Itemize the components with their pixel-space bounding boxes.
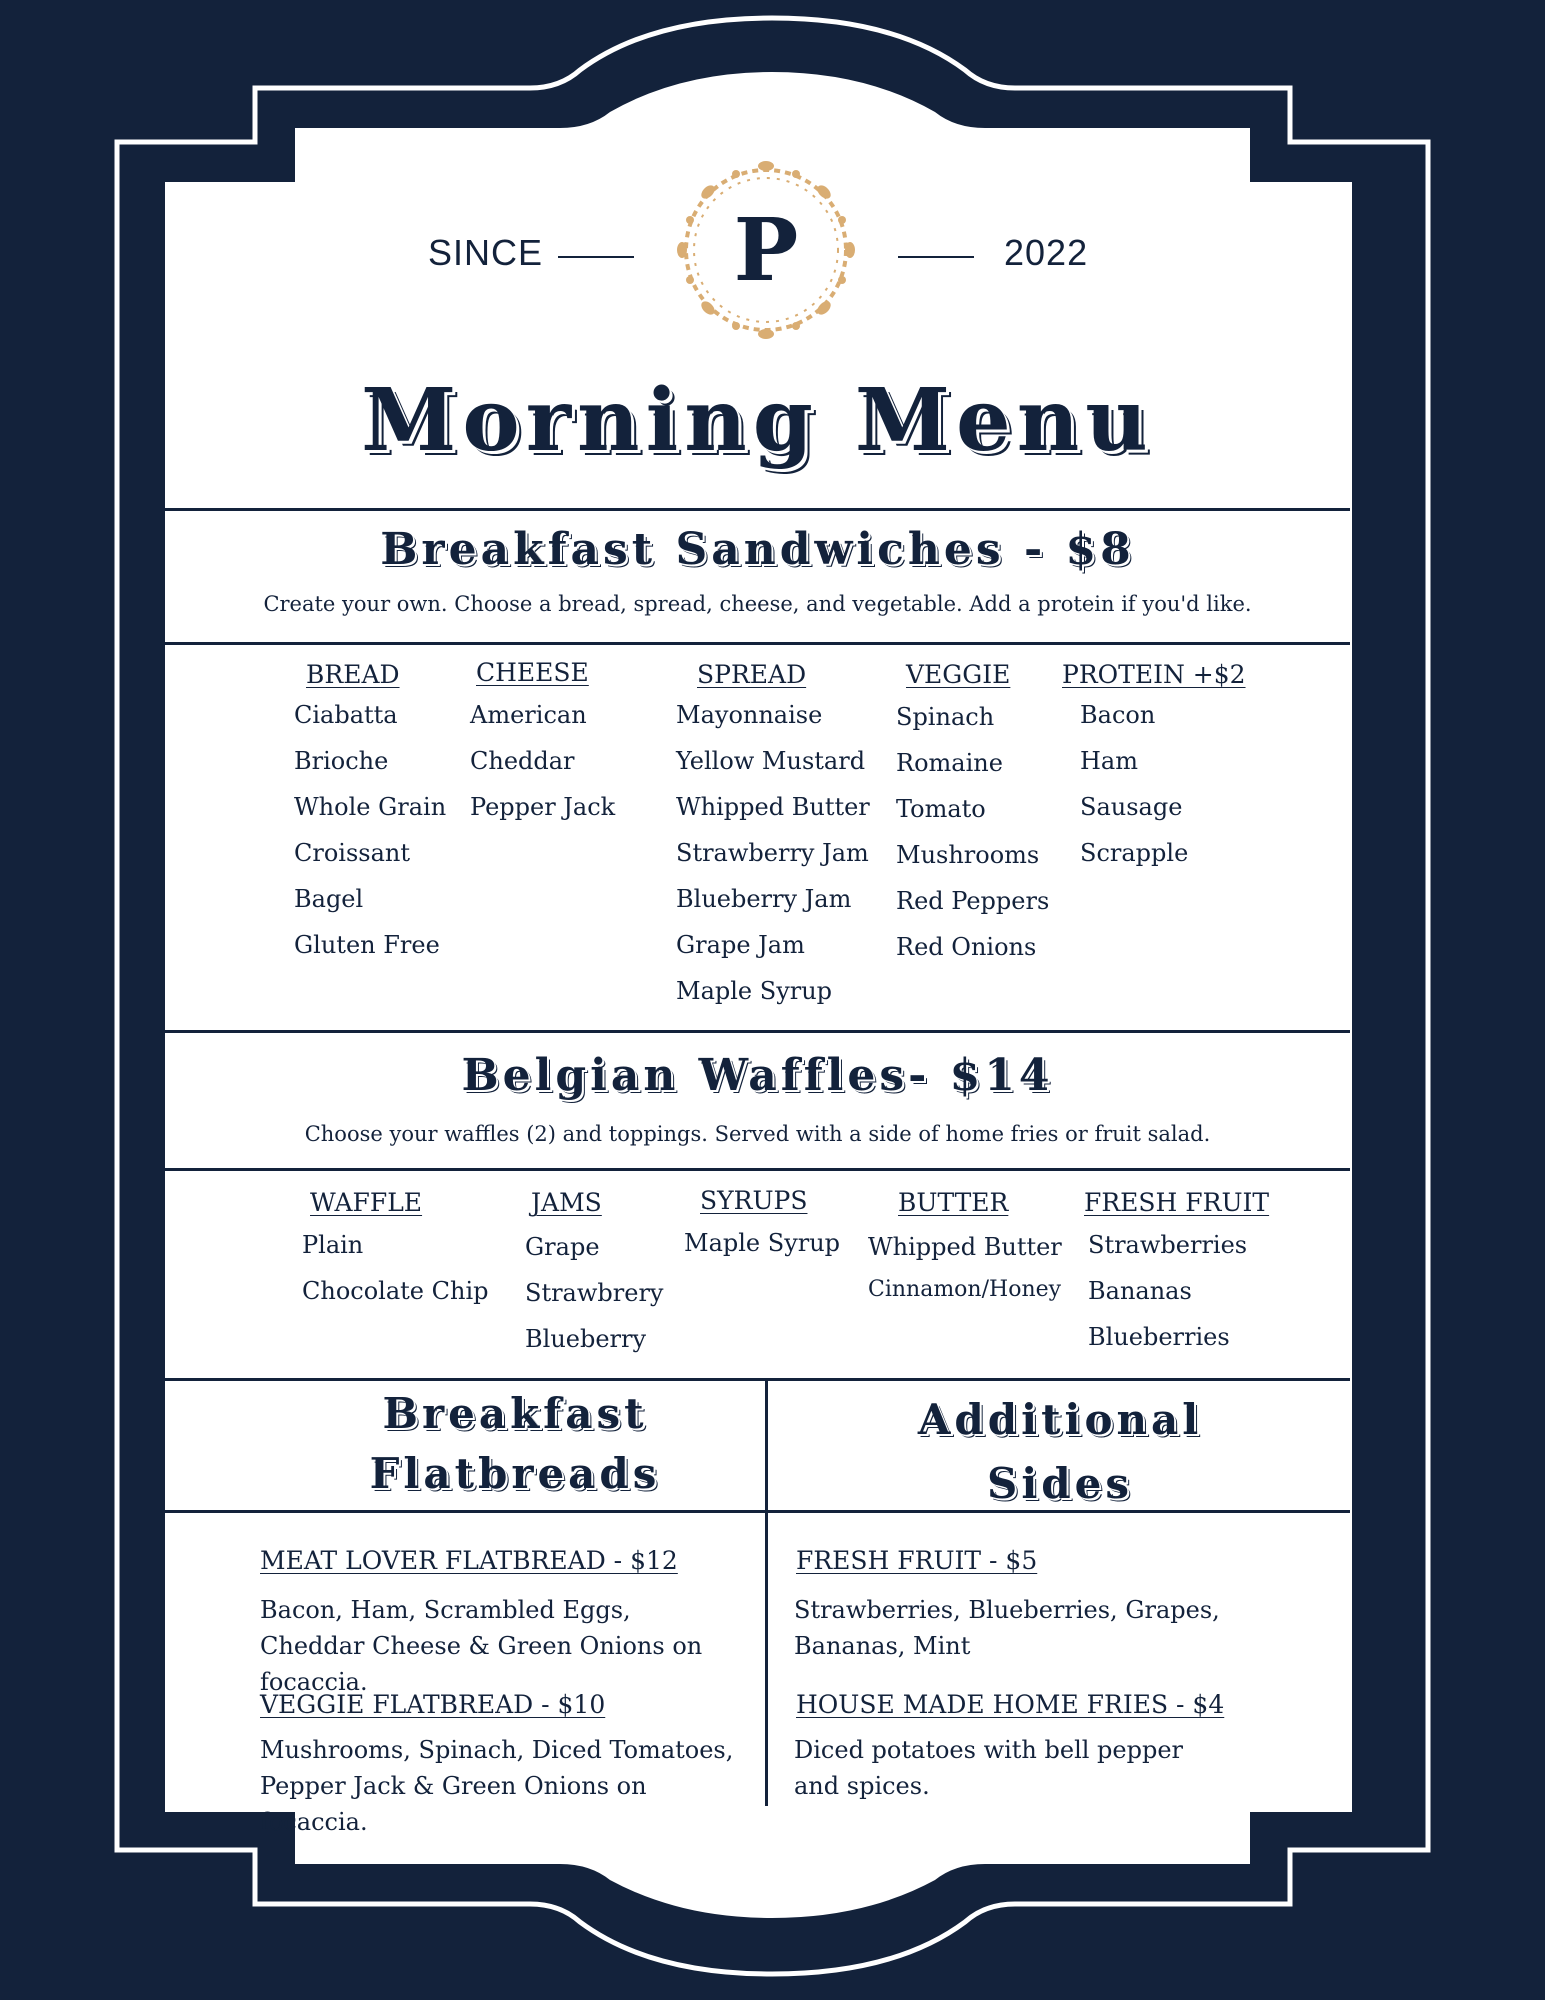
menu-option: Strawberry Jam	[676, 839, 869, 867]
waffle-column-butter	[868, 1188, 1062, 1321]
sandwich-column-spread	[676, 660, 870, 1023]
divider	[165, 1510, 1350, 1513]
column-heading: WAFFLE	[310, 1188, 423, 1217]
flatbread-item-name: MEAT LOVER FLATBREAD - $12	[260, 1546, 678, 1575]
menu-option: Croissant	[294, 839, 411, 867]
sandwich-column-protein	[1062, 660, 1246, 885]
menu-option: Grape Jam	[676, 931, 805, 959]
waffle-column-fresh-fruit	[1084, 1188, 1269, 1369]
divider	[165, 1168, 1350, 1171]
logo-letter: P	[733, 200, 799, 301]
menu-option: Mayonnaise	[676, 701, 823, 729]
menu-option: Bananas	[1088, 1277, 1192, 1305]
waffles-subtitle: Choose your waffles (2) and toppings. Served with a side of home fries or fruit salad.	[304, 1122, 1211, 1146]
menu-option: Red Peppers	[896, 887, 1050, 915]
side-item-desc: Strawberries, Blueberries, Grapes, Bananas, Mint	[794, 1596, 1220, 1660]
menu-option: Bagel	[294, 885, 364, 913]
sandwiches-subtitle: Create your own. Choose a bread, spread, cheese, and vegetable. Add a protein if you'd like.	[263, 592, 1252, 616]
divider	[165, 642, 1350, 645]
since-rule-right	[898, 256, 974, 258]
menu-option: Maple Syrup	[676, 977, 833, 1005]
menu-option: Red Onions	[896, 933, 1037, 961]
menu-option: Chocolate Chip	[302, 1277, 489, 1305]
flatbread-item-name: VEGGIE FLATBREAD - $10	[260, 1690, 606, 1719]
since-rule-left	[558, 256, 634, 258]
menu-option: Ciabatta	[294, 701, 398, 729]
column-heading: PROTEIN +$2	[1062, 660, 1246, 689]
menu-option: Blueberry Jam	[676, 885, 852, 913]
flatbreads-title	[300, 1384, 730, 1504]
menu-option: Brioche	[294, 747, 389, 775]
menu-option: Strawberries	[1088, 1231, 1248, 1259]
column-heading: BUTTER	[898, 1188, 1009, 1217]
menu-option: Strawbrery	[525, 1279, 664, 1307]
menu-option: Bacon	[1080, 701, 1156, 729]
menu-option: Tomato	[896, 795, 986, 823]
sandwich-column-bread	[294, 660, 446, 977]
flatbreads-title-line: Breakfast	[382, 1389, 648, 1438]
divider	[165, 508, 1350, 511]
column-heading: SYRUPS	[700, 1186, 808, 1215]
menu-option: Sausage	[1080, 793, 1183, 821]
column-divider	[765, 1378, 768, 1806]
side-item-name: FRESH FRUIT - $5	[796, 1546, 1038, 1575]
column-heading: FRESH FRUIT	[1084, 1188, 1270, 1217]
menu-option: Maple Syrup	[684, 1229, 841, 1257]
page-title: Morning Menu	[361, 370, 1154, 471]
column-heading: SPREAD	[697, 660, 807, 689]
sides-title	[820, 1388, 1300, 1516]
side-item-name: HOUSE MADE HOME FRIES - $4	[796, 1690, 1225, 1719]
menu-option: Whipped Butter	[868, 1233, 1062, 1261]
menu-option: Pepper Jack	[470, 793, 616, 821]
menu-option: Yellow Mustard	[676, 747, 866, 775]
since-label: SINCE	[428, 232, 544, 273]
menu-option: Grape	[525, 1233, 600, 1261]
sides-title-line: Sides	[986, 1459, 1134, 1508]
waffle-column-jams	[525, 1188, 663, 1371]
menu-option: American	[470, 701, 587, 729]
sandwiches-title: Breakfast Sandwiches - $8	[380, 524, 1135, 575]
menu-option: Cheddar	[470, 747, 575, 775]
divider	[165, 1030, 1350, 1033]
menu-option: Cinnamon/Honey	[868, 1277, 1062, 1302]
wreath-logo	[668, 152, 864, 348]
menu-option: Scrapple	[1080, 839, 1189, 867]
menu-option: Romaine	[896, 749, 1003, 777]
waffle-column-waffle	[302, 1188, 488, 1323]
menu-option: Spinach	[896, 703, 995, 731]
menu-option: Gluten Free	[294, 931, 440, 959]
column-heading: BREAD	[306, 660, 400, 689]
sandwich-column-cheese	[470, 658, 615, 839]
flatbreads-title-line: Flatbreads	[369, 1449, 661, 1498]
side-item-desc: Diced potatoes with bell pepper and spices.	[794, 1736, 1184, 1800]
menu-option: Ham	[1080, 747, 1138, 775]
menu-option: Blueberries	[1088, 1323, 1230, 1351]
sides-title-line: Additional	[917, 1395, 1203, 1444]
menu-option: Blueberry	[525, 1325, 647, 1353]
divider	[165, 1378, 1350, 1381]
waffle-column-syrups	[684, 1186, 840, 1275]
menu-option: Whipped Butter	[676, 793, 870, 821]
since-year: 2022	[1004, 232, 1089, 273]
flatbread-item-desc: Mushrooms, Spinach, Diced Tomatoes, Pepper Jack & Green Onions on focaccia.	[260, 1736, 734, 1836]
sandwich-column-veggie	[896, 660, 1049, 979]
column-heading: VEGGIE	[906, 660, 1011, 689]
column-heading: CHEESE	[476, 658, 589, 687]
menu-option: Whole Grain	[294, 793, 447, 821]
waffles-title: Belgian Waffles- $14	[461, 1050, 1054, 1101]
menu-option: Plain	[302, 1231, 364, 1259]
menu-option: Mushrooms	[896, 841, 1040, 869]
flatbread-item-desc: Bacon, Ham, Scrambled Eggs, Cheddar Cheese & Green Onions on focaccia.	[260, 1596, 703, 1696]
column-heading: JAMS	[531, 1188, 602, 1217]
